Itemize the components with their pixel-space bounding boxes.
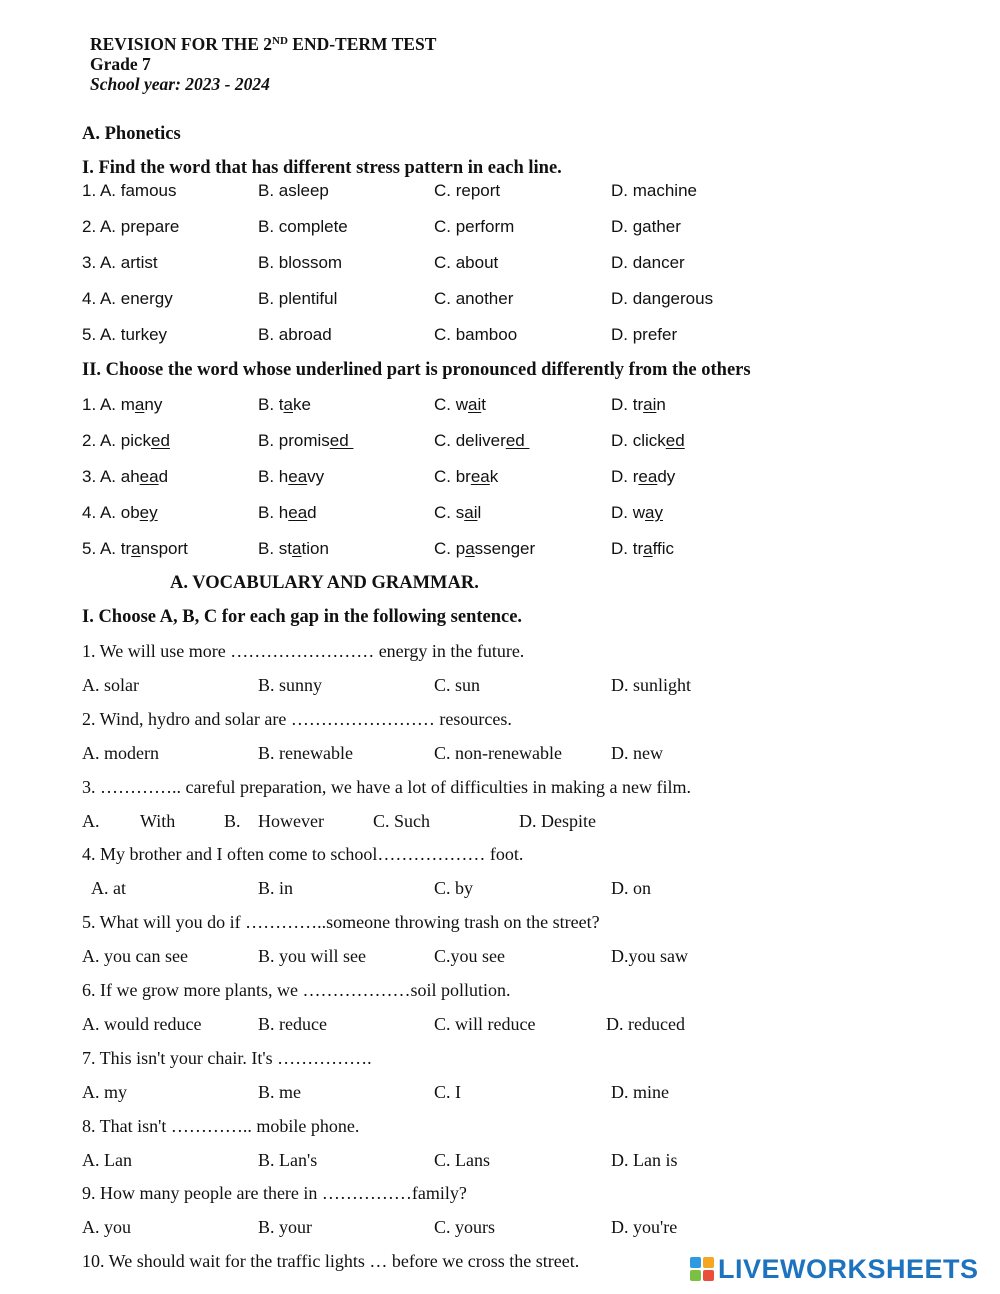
- option: 1. A. famous: [82, 181, 177, 200]
- option: C. bamboo: [434, 325, 518, 344]
- pronunciation-row: [82, 467, 982, 493]
- option: D. way: [611, 503, 663, 522]
- answer-option: C. non-renewable: [434, 742, 562, 763]
- underlined-part: a: [283, 395, 293, 414]
- underlined-part: ay: [645, 503, 663, 522]
- answer-option: With: [140, 810, 176, 831]
- answer-option: A. you can see: [82, 946, 188, 967]
- answer-option: A. you: [82, 1217, 131, 1238]
- question-text: 3. ………….. careful preparation, we have a lot of difficulties in making a new film.: [82, 776, 691, 797]
- question-text: 10. We should wait for the traffic lights … before we cross the street.: [82, 1251, 580, 1272]
- option: C. break: [434, 467, 499, 486]
- pronunciation-section-title: II. Choose the word whose underlined part is pronounced differently from the others: [82, 360, 751, 380]
- logo-text: LIVEWORKSHEETS: [718, 1253, 979, 1284]
- liveworksheets-logo: [690, 1252, 979, 1286]
- answer-options: [82, 1150, 982, 1176]
- underlined-part: ai: [468, 395, 482, 414]
- option: D. traffic: [611, 539, 674, 558]
- answer-options: [82, 946, 982, 972]
- answer-option: B.: [224, 810, 241, 831]
- option: 1. A. many: [82, 395, 163, 414]
- option: D. prefer: [611, 325, 678, 344]
- answer-option: B. Lan's: [258, 1149, 318, 1170]
- answer-option: C. by: [434, 878, 474, 899]
- option: B. head: [258, 503, 317, 522]
- option: B. take: [258, 395, 311, 414]
- answer-option: D. Despite: [519, 810, 596, 831]
- option: C. another: [434, 289, 514, 308]
- underlined-part: ea: [139, 467, 159, 486]
- option: D. dangerous: [611, 289, 714, 308]
- answer-option: D. on: [611, 878, 651, 899]
- pronunciation-row: [82, 395, 982, 421]
- underlined-part: ed: [329, 431, 354, 450]
- option: 2. A. prepare: [82, 217, 180, 236]
- option: C. sail: [434, 503, 482, 522]
- answer-option: D. mine: [611, 1081, 669, 1102]
- option: B. complete: [258, 217, 348, 236]
- question-text: 4. My brother and I often come to school……………… foot.: [82, 844, 524, 865]
- pronunciation-row: [82, 431, 982, 457]
- answer-option: C. Lans: [434, 1149, 490, 1170]
- school-year: School year: 2023 - 2024: [90, 74, 270, 94]
- option: 3. A. ahead: [82, 467, 169, 486]
- answer-option: B. reduce: [258, 1014, 327, 1034]
- option: B. abroad: [258, 325, 332, 344]
- stress-row: [82, 253, 982, 279]
- option: D. dancer: [611, 253, 685, 272]
- option: D. gather: [611, 217, 681, 236]
- option: B. promised: [258, 431, 354, 450]
- answer-option: C. I: [434, 1081, 461, 1102]
- document-title: REVISION FOR THE 2ND END-TERM TEST: [90, 34, 437, 54]
- underlined-part: a: [131, 539, 141, 558]
- answer-options: [82, 811, 982, 837]
- liveworksheets-icon: [690, 1257, 714, 1281]
- vocab-heading: A. VOCABULARY AND GRAMMAR.: [170, 573, 479, 593]
- answer-option: A. modern: [82, 742, 159, 763]
- option: C. passenger: [434, 539, 536, 558]
- option: D. train: [611, 395, 666, 414]
- answer-option: B. sunny: [258, 675, 323, 695]
- question-text: 7. This isn't your chair. It's …………….: [82, 1047, 372, 1068]
- question-text: 1. We will use more …………………… energy in the future.: [82, 641, 525, 661]
- underlined-part: ea: [288, 503, 308, 522]
- stress-row: [82, 289, 982, 315]
- grade-label: Grade 7: [90, 54, 151, 74]
- option: B. plentiful: [258, 289, 338, 308]
- question-text: 8. That isn't ………….. mobile phone.: [82, 1115, 360, 1136]
- question-text: 2. Wind, hydro and solar are …………………… resources.: [82, 708, 512, 729]
- option: B. station: [258, 539, 329, 558]
- underlined-part: ai: [643, 395, 657, 414]
- answer-options: [82, 1082, 982, 1108]
- question-text: 5. What will you do if …………..someone throwing trash on the street?: [82, 912, 600, 933]
- underlined-part: ea: [288, 467, 308, 486]
- option: C. about: [434, 253, 499, 272]
- option: C. perform: [434, 217, 515, 236]
- answer-option: B. renewable: [258, 742, 353, 763]
- option: D. ready: [611, 467, 676, 486]
- answer-option: However: [258, 810, 324, 831]
- answer-option: B. in: [258, 878, 294, 899]
- option: C. wait: [434, 395, 486, 414]
- underlined-part: ed: [665, 431, 685, 450]
- answer-option: A. solar: [82, 675, 139, 695]
- answer-option: A. Lan: [82, 1149, 132, 1170]
- answer-option: A. at: [91, 878, 126, 899]
- answer-option: D. Lan is: [611, 1149, 678, 1170]
- option: 5. A. transport: [82, 539, 188, 558]
- answer-option: B. your: [258, 1217, 312, 1238]
- answer-option: B. me: [258, 1081, 301, 1102]
- answer-option: D. sunlight: [611, 675, 692, 695]
- underlined-part: a: [292, 539, 302, 558]
- answer-option: B. you will see: [258, 946, 366, 967]
- option: C. report: [434, 181, 501, 200]
- pronunciation-row: [82, 539, 982, 565]
- answer-option: D. new: [611, 742, 663, 763]
- answer-options: [82, 743, 982, 769]
- answer-option: C. will reduce: [434, 1014, 536, 1034]
- underlined-part: ea: [638, 467, 658, 486]
- answer-option: D.you saw: [611, 946, 688, 967]
- answer-option: C. sun: [434, 675, 481, 695]
- underlined-part: ea: [470, 467, 490, 486]
- answer-option: D. reduced: [606, 1014, 685, 1034]
- answer-options: [82, 878, 982, 904]
- answer-options: [82, 675, 982, 701]
- option: 5. A. turkey: [82, 325, 168, 344]
- answer-option: C.you see: [434, 946, 505, 967]
- stress-row: [82, 217, 982, 243]
- option: 4. A. obey: [82, 503, 158, 522]
- underlined-part: ai: [464, 503, 478, 522]
- document-header: [90, 34, 436, 94]
- stress-row: [82, 325, 982, 351]
- answer-option: D. you're: [611, 1217, 678, 1238]
- underlined-part: ed: [505, 431, 530, 450]
- stress-section-title: I. Find the word that has different stress pattern in each line.: [82, 158, 562, 178]
- question-text: 9. How many people are there in ……………family?: [82, 1183, 467, 1204]
- option: 4. A. energy: [82, 289, 173, 308]
- answer-options: [82, 1217, 982, 1243]
- answer-option: C. Such: [373, 810, 431, 831]
- option: B. blossom: [258, 253, 343, 272]
- vocab-section-title: I. Choose A, B, C for each gap in the following sentence.: [82, 607, 523, 627]
- question-text: 6. If we grow more plants, we ………………soil pollution.: [82, 980, 511, 1000]
- answer-option: A. would reduce: [82, 1014, 202, 1034]
- stress-row: [82, 181, 982, 207]
- underlined-part: a: [465, 539, 475, 558]
- option: 3. A. artist: [82, 253, 158, 272]
- option: D. machine: [611, 181, 697, 200]
- underlined-part: a: [134, 395, 145, 414]
- phonetics-heading: A. Phonetics: [82, 124, 181, 144]
- option: 2. A. picked: [82, 431, 170, 450]
- option: B. asleep: [258, 181, 329, 200]
- answer-option: A.: [82, 810, 100, 831]
- option: C. delivered: [434, 431, 530, 450]
- answer-options: [82, 1014, 982, 1040]
- option: B. heavy: [258, 467, 325, 486]
- option: D. clicked: [611, 431, 685, 450]
- answer-option: C. yours: [434, 1217, 496, 1238]
- answer-option: A. my: [82, 1081, 127, 1102]
- underlined-part: a: [643, 539, 653, 558]
- underlined-part: ey: [139, 503, 158, 522]
- pronunciation-row: [82, 503, 982, 529]
- underlined-part: ed: [150, 431, 170, 450]
